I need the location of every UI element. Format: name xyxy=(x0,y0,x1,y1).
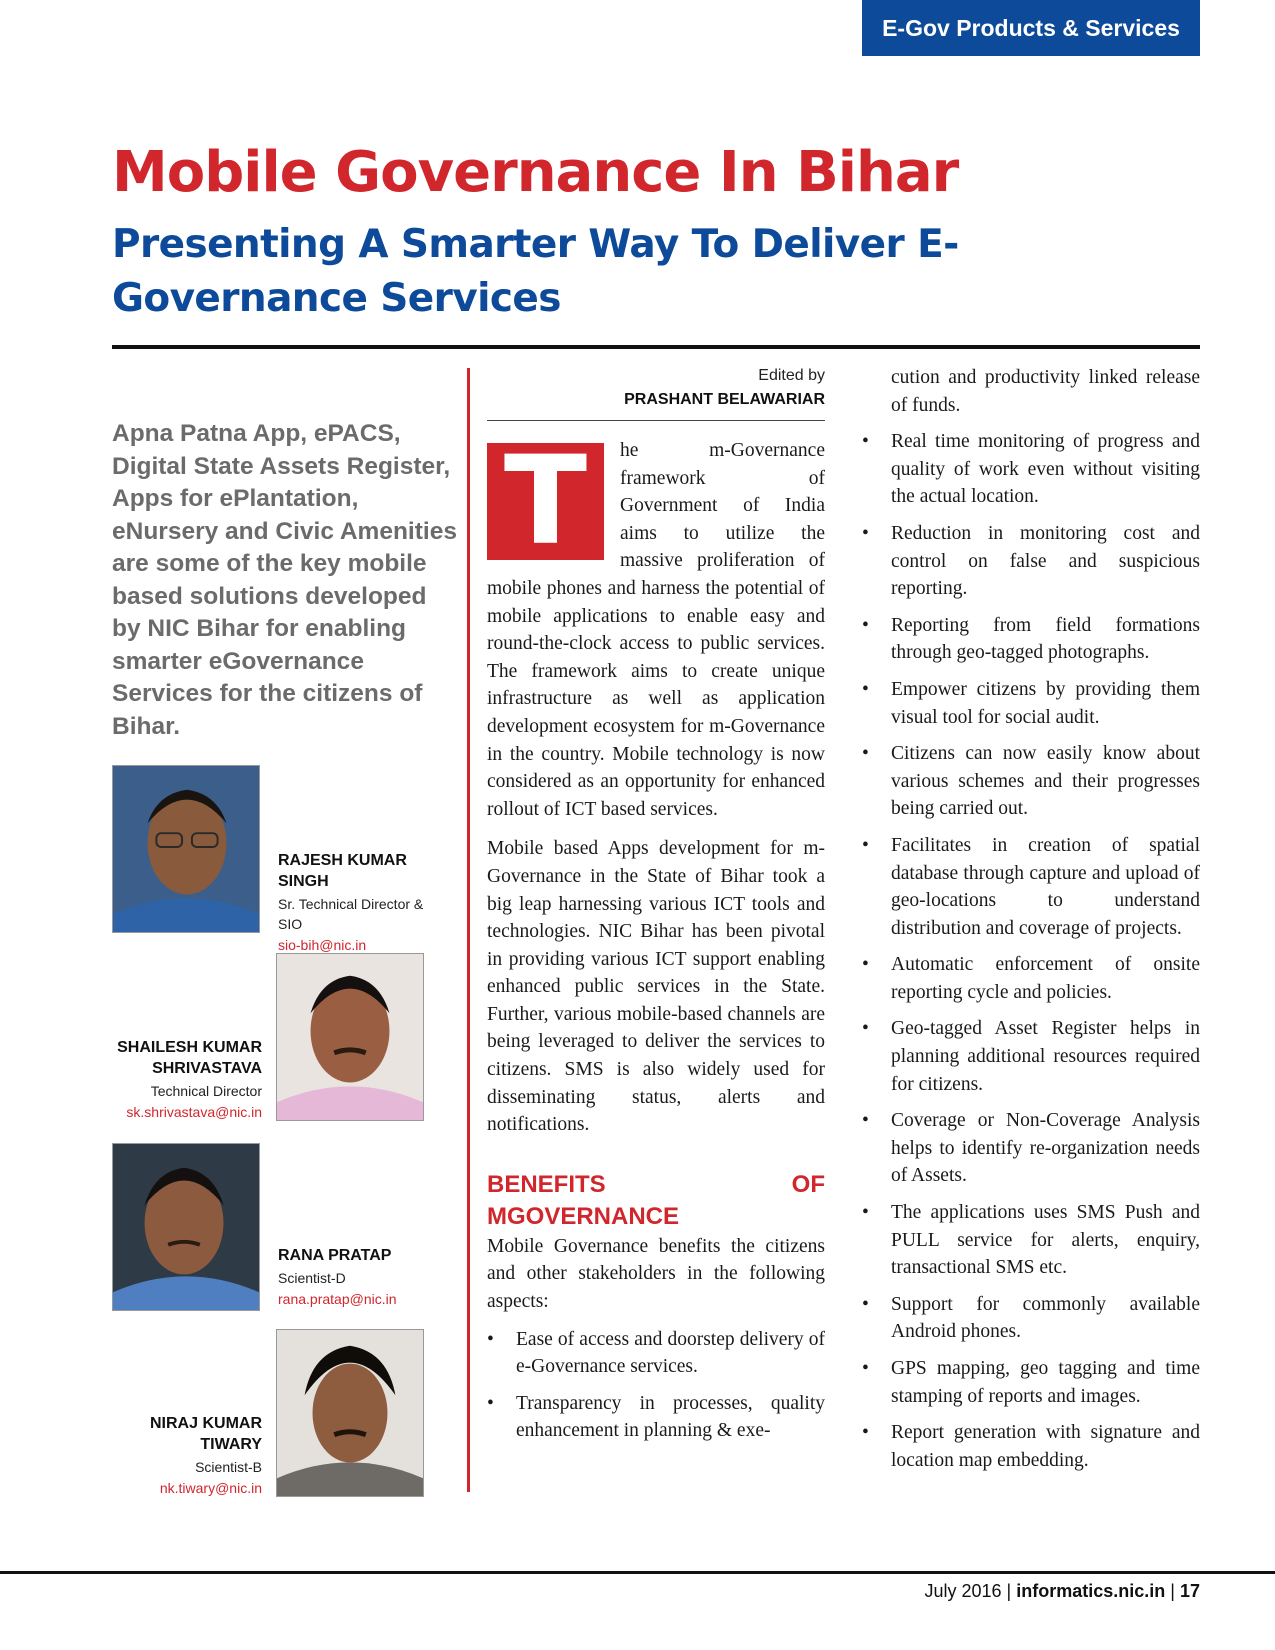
page-number: 17 xyxy=(1179,1581,1200,1601)
footer-separator: | xyxy=(1170,1581,1175,1601)
paragraph-2: Mobile based Apps development for m-Governance in the State of Bihar took a big leap harnessing various ICT tools and technologies. NIC Bihar has been pivotal in providing various ICT support enabling enhanced public services in the State. Further, various mobile-based channels are being leveraged to deliver the services to citizens. SMS is also widely used for disseminating status, alerts and notifications. xyxy=(487,838,825,1136)
page-footer xyxy=(924,1578,1200,1604)
author-email[interactable]: sk.shrivastava@nic.in xyxy=(126,1104,262,1120)
author-shailesh xyxy=(92,1037,262,1123)
benefits-list-right xyxy=(862,428,1200,1474)
author-name: RANA PRATAP xyxy=(278,1247,392,1264)
footer-date: July 2016 xyxy=(924,1581,1002,1601)
list-item: • GPS mapping, geo tagging and time stamping of reports and images. xyxy=(862,1355,1200,1410)
list-item: • Real time monitoring of progress and quality of work even without visiting the actual location. xyxy=(862,428,1200,511)
bullet-icon: • xyxy=(862,1422,869,1444)
bullet-icon: • xyxy=(862,954,869,976)
author-rana xyxy=(278,1245,448,1310)
author-email[interactable]: sio-bih@nic.in xyxy=(278,937,367,953)
paragraph-1 xyxy=(487,430,825,823)
bullet-icon: • xyxy=(862,834,869,856)
list-item: • Reduction in monitoring cost and control on false and suspicious reporting. xyxy=(862,520,1200,603)
bullet-icon: • xyxy=(862,431,869,453)
editor-divider xyxy=(487,420,825,421)
article-subtitle: Presenting A Smarter Way To Deliver E-Governance Services xyxy=(112,222,959,321)
author-role: Sr. Technical Director & SIO xyxy=(278,896,424,932)
bullet-icon: • xyxy=(862,1358,869,1379)
author-role: Scientist-D xyxy=(278,1270,346,1286)
author-email[interactable]: nk.tiwary@nic.in xyxy=(159,1480,262,1496)
article-title: Mobile Governance In Bihar xyxy=(112,140,959,205)
list-item: • Coverage or Non-Coverage Analysis helps to identify re-organization needs of Assets. xyxy=(862,1107,1200,1190)
list-item: • Facilitates in creation of spatial database through capture and upload of geo-locations to understand distribution and coverage of projects. xyxy=(862,832,1200,942)
footer-site[interactable]: informatics.nic.in xyxy=(1016,1581,1166,1601)
edited-by-label: Edited by xyxy=(758,367,825,384)
list-item: • Citizens can now easily know about various schemes and their progresses being carried out. xyxy=(862,740,1200,823)
list-item: • Empower citizens by providing them visual tool for social audit. xyxy=(862,676,1200,731)
bullet-icon: • xyxy=(487,1392,494,1414)
editor-credit xyxy=(600,364,825,412)
author-email[interactable]: rana.pratap@nic.in xyxy=(278,1291,397,1307)
bullet-icon: • xyxy=(862,1018,869,1040)
author-rajesh xyxy=(278,850,448,956)
bullet-icon: • xyxy=(862,678,869,700)
footer-rule xyxy=(0,1571,1275,1574)
author-photo-rana xyxy=(112,1143,260,1311)
bullet-icon: • xyxy=(862,1293,869,1315)
list-item-continuation: cution and productivity linked release of funds. xyxy=(891,367,1200,416)
author-photo-shailesh xyxy=(276,953,424,1121)
article-column-right xyxy=(862,364,1200,1483)
benefits-intro: Mobile Governance benefits the citizens and other stakeholders in the following aspects: xyxy=(487,1235,825,1313)
editor-name: PRASHANT BELAWARIAR xyxy=(624,391,825,408)
bullet-icon: • xyxy=(862,614,869,636)
list-item: • Ease of access and doorstep delivery of e-Governance services. xyxy=(487,1326,825,1381)
author-photo-niraj xyxy=(276,1329,424,1497)
author-role: Scientist-B xyxy=(195,1459,262,1475)
bullet-icon: • xyxy=(862,743,869,765)
benefits-list-middle xyxy=(487,1326,825,1445)
list-item: • The applications uses SMS Push and PULL service for alerts, enquiry, transactional SMS etc. xyxy=(862,1199,1200,1282)
article-column-middle xyxy=(487,430,825,1454)
bullet-icon: • xyxy=(862,1110,869,1132)
section-tag: E-Gov Products & Services xyxy=(862,0,1200,56)
author-name: NIRAJ KUMAR TIWARY xyxy=(150,1415,262,1453)
list-item: • Transparency in processes, quality enhancement in planning & exe- xyxy=(487,1390,825,1445)
list-item: • Reporting from field formations through geo-tagged photographs. xyxy=(862,612,1200,667)
drop-cap: T xyxy=(487,443,604,560)
paragraph-1-text: he m-Governance framework of Government of India aims to utilize the massive proliferation of mobile phones and harness the potential of mobile applications to enable easy and round-the-clock access to public services. The framework aims to create unique infrastructure as well as application development ecosystem for m-Governance in the country. Mobile technology is now considered as an opportunity for enhanced rollout of ICT based services. xyxy=(487,440,825,820)
author-photo-rajesh xyxy=(112,765,260,933)
footer-separator: | xyxy=(1006,1581,1012,1601)
bullet-icon: • xyxy=(862,522,869,544)
article-intro: Apna Patna App, ePACS, Digital State Assets Register, Apps for ePlantation, eNursery and Civic Amenities are some of the key mobile based solutions developed by NIC Bihar for enabling smarter eGovernance Services for the citizens of Bihar. xyxy=(112,420,457,740)
benefits-heading: BENEFITS OF MGOVERNANCE xyxy=(487,1170,825,1230)
author-role: Technical Director xyxy=(150,1083,262,1099)
author-name: SHAILESH KUMAR SHRIVASTAVA xyxy=(117,1039,262,1077)
list-item: • Automatic enforcement of onsite reporting cycle and policies. xyxy=(862,951,1200,1006)
bullet-icon: • xyxy=(487,1328,494,1350)
list-item: • Geo-tagged Asset Register helps in planning additional resources required for citizens. xyxy=(862,1015,1200,1098)
author-name: RAJESH KUMAR SINGH xyxy=(278,852,407,890)
list-item: • Support for commonly available Android phones. xyxy=(862,1291,1200,1346)
bullet-icon: • xyxy=(862,1202,869,1224)
title-divider xyxy=(112,345,1200,349)
column-divider xyxy=(467,368,470,1492)
author-niraj xyxy=(92,1413,262,1499)
list-item: • Report generation with signature and location map embedding. xyxy=(862,1419,1200,1474)
